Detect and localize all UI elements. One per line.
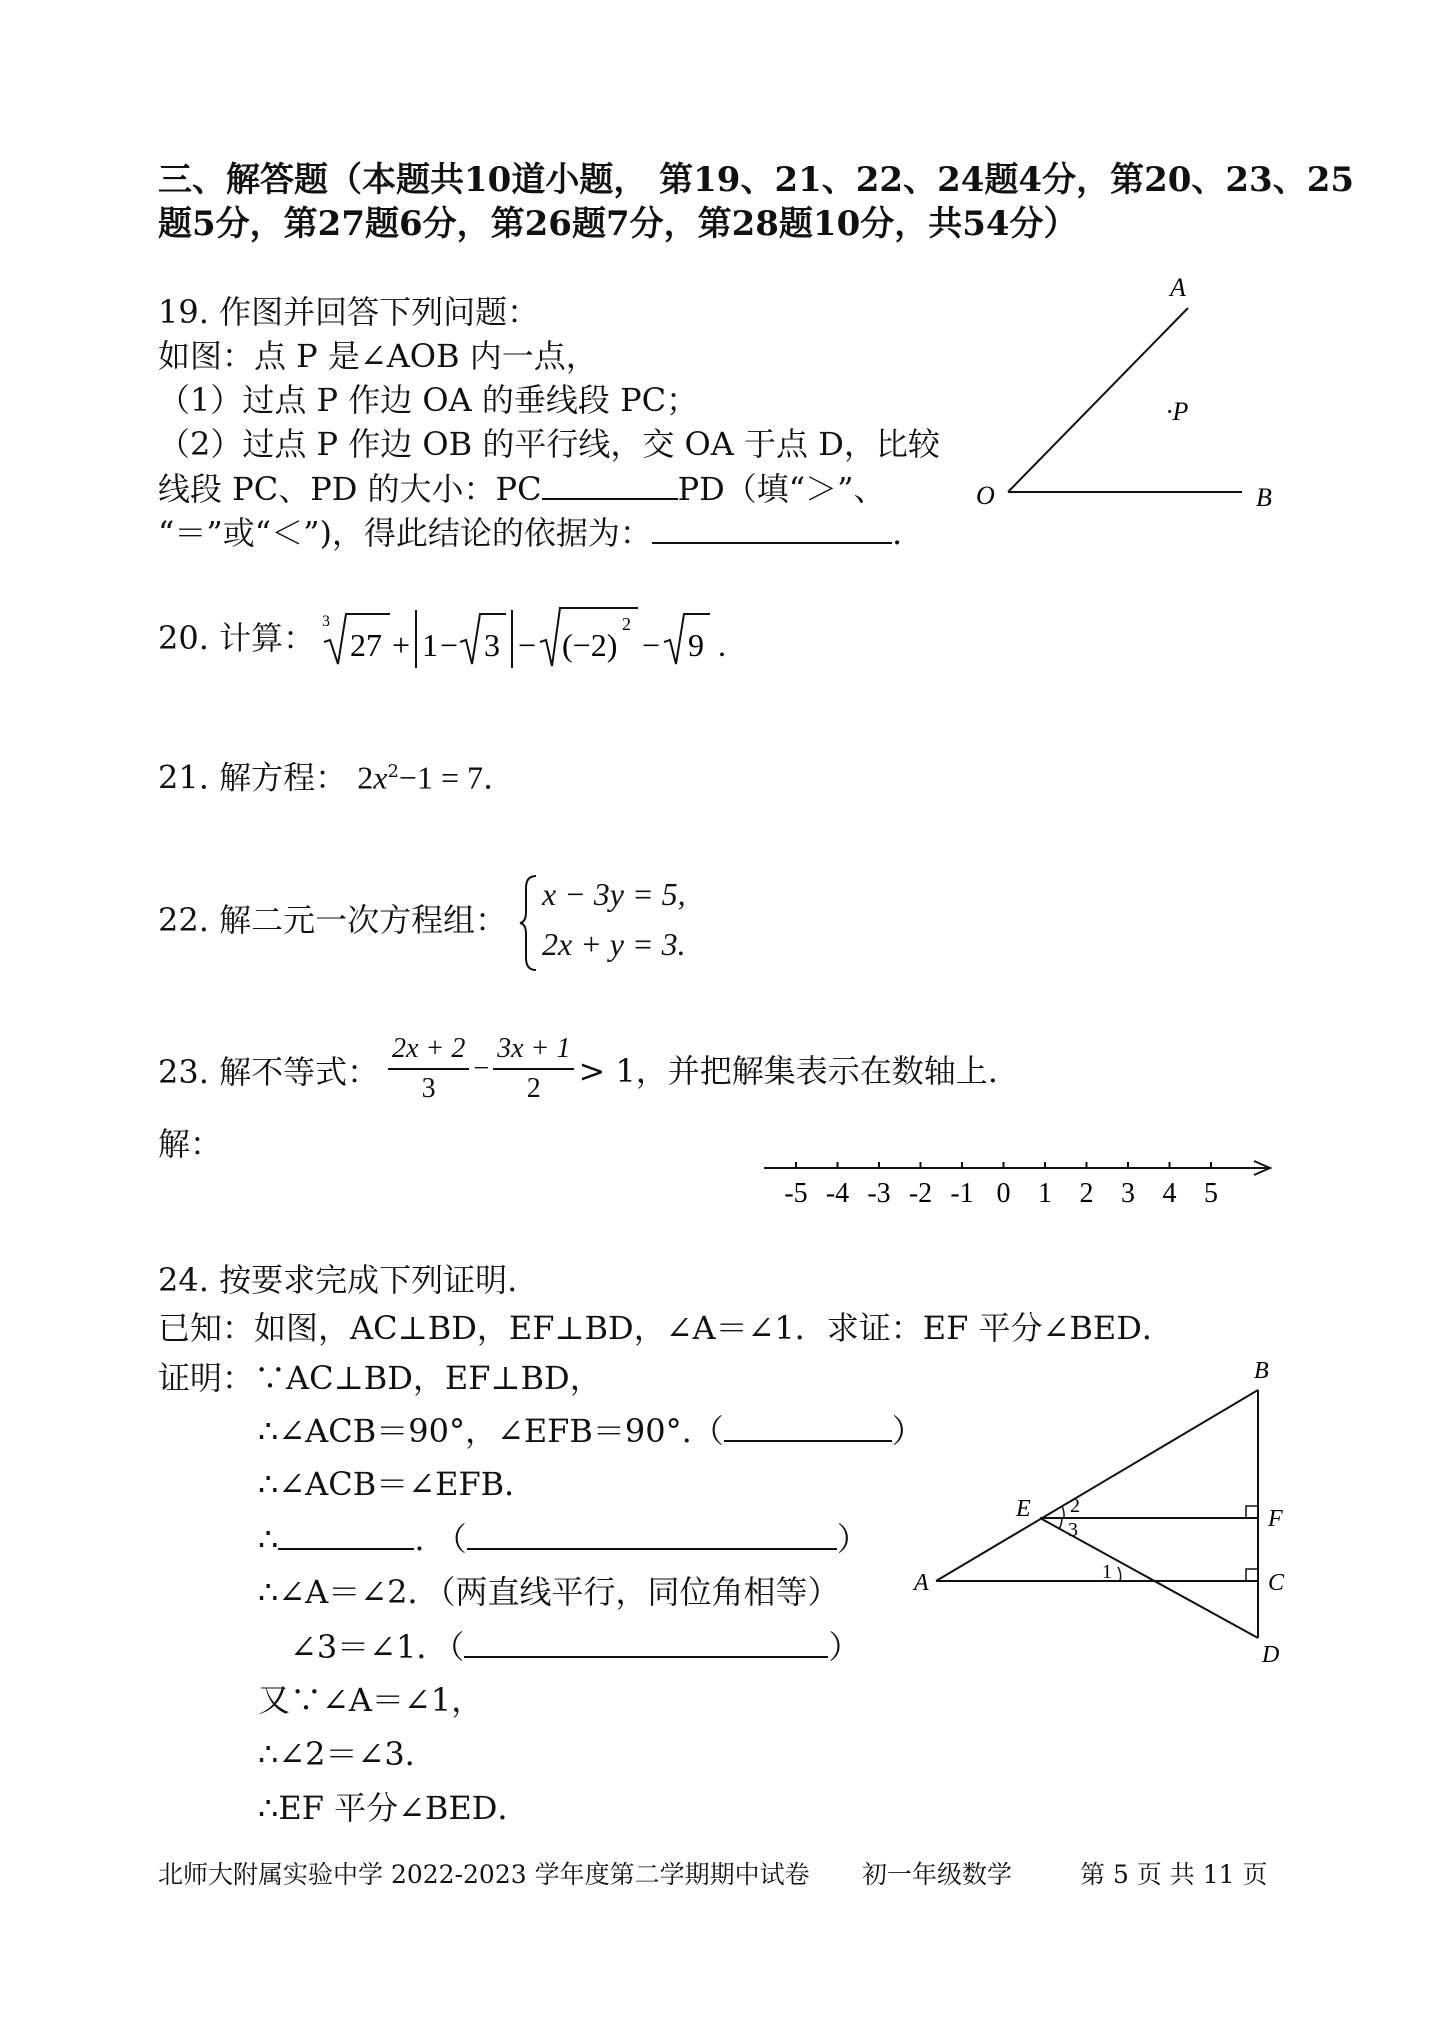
q20-cube-index: 3 [322,613,330,630]
number-line-label: -2 [908,1178,933,1209]
label-c: C [1268,1570,1285,1596]
label-angle-3: 3 [1068,1519,1078,1541]
q20-one: 1 [422,627,438,663]
q24-step3-open: . （ [414,1520,467,1558]
q21-var: x [373,759,388,796]
q20-sqrt3: 3 [484,627,500,663]
q24-proof-start: 证明：∵AC⊥BD，EF⊥BD， [158,1359,602,1397]
q24-step5-close: ） [828,1628,861,1666]
label-a: A [914,1570,929,1596]
q24-step3-blank-conclusion[interactable] [278,1518,414,1550]
q24-step2: ∴∠ACB＝∠EFB． [258,1465,537,1503]
q20-nine: 9 [688,627,704,663]
number-line-label: 0 [996,1178,1011,1209]
q19-part1: （1）过点 P 作边 OA 的垂线段 PC； [158,381,699,419]
q19-title: 19. 作图并回答下列问题： [158,293,540,331]
q23-num2: 3x + 1 [493,1030,574,1070]
q23-num1: 2x + 2 [388,1030,469,1070]
q24-triangle-figure [900,1340,1300,1670]
number-line [760,1158,1280,1228]
label-angle-2: 2 [1070,1495,1080,1517]
q20-title: 20. 计算： [158,619,316,657]
q23-rhs: > 1，并把解集表示在数轴上. [578,1052,998,1090]
label-a: A [1170,273,1186,302]
q20-minus2: − [518,627,537,663]
q21-end: . [483,758,494,797]
right-angle-f [1246,1506,1258,1518]
q20-expression [318,596,738,676]
q19-compare-text-a: 线段 PC、PD 的大小：PC [158,470,542,508]
q19-reason [158,512,902,553]
q23-frac2 [493,1030,574,1108]
number-line-label: -4 [825,1178,850,1209]
q20-27: 27 [350,627,382,663]
q24-title: 24. 按要求完成下列证明. [158,1261,518,1299]
q21-title: 21. 解方程： [158,758,348,797]
q24-step1-blank[interactable] [724,1410,892,1442]
q19-compare-text-b: PD（填“＞”、 [677,470,886,508]
label-e: E [1016,1496,1031,1522]
q23-title: 23. 解不等式： [158,1053,380,1091]
number-line-label: 3 [1121,1178,1135,1209]
q24-step3 [258,1518,869,1559]
q24-step3-close: ） [836,1520,869,1558]
segment-ab [936,1390,1258,1581]
q24-step5-text: ∠3＝∠1．（ [290,1628,465,1666]
label-d: D [1262,1642,1280,1668]
q21-coef: 2 [357,759,374,796]
label-b: B [1254,1358,1269,1384]
q22-eq1: x − 3y = 5, [542,876,686,912]
number-line-label: 4 [1162,1178,1177,1209]
q23-den1: 3 [421,1073,436,1104]
q24-step3-therefore: ∴ [258,1520,279,1558]
q19-reason-text: “＝”或“＜”)，得此结论的依据为： [158,514,652,552]
angle-arc-3 [1059,1518,1062,1529]
q24-step5-blank[interactable] [464,1626,828,1658]
angle-arc-1 [1118,1567,1121,1581]
q24-step3-blank-reason[interactable] [467,1518,837,1550]
q21-rest: −1 = 7 [398,759,483,796]
q19-reason-blank[interactable] [652,512,892,544]
q20-end: . [718,627,726,663]
q19-compare-blank[interactable] [542,468,678,500]
q24-step8: ∴EF 平分∠BED． [258,1789,530,1827]
angle-arc-2 [1062,1506,1064,1518]
q20-minus1: − [440,627,459,663]
q24-step4: ∴∠A＝∠2．（两直线平行，同位角相等） [258,1573,840,1611]
q19-compare [158,468,886,509]
q19-part2: （2）过点 P 作边 OB 的平行线，交 OA 于点 D，比较 [158,425,940,463]
footer-page: 第 5 页 共 11 页 [1080,1860,1268,1889]
label-angle-1: 1 [1102,1561,1112,1583]
q22-brace [518,872,542,974]
q19-given: 如图：点 P 是∠AOB 内一点， [158,337,598,375]
q23-solution-label: 解： [158,1125,223,1163]
q24-step1-text: ∴∠ACB＝90°，∠EFB＝90°.（ [258,1412,724,1450]
q21-line [158,752,493,798]
number-line-label: 2 [1079,1178,1094,1209]
label-o: O [976,481,995,510]
ray-oa [1008,308,1188,492]
q20-square: 2 [622,614,631,634]
q22-eq2: 2x + y = 3. [542,926,686,962]
q24-step1-close: ） [891,1412,924,1450]
number-line-label: -5 [784,1178,808,1209]
q23-frac1 [388,1030,469,1108]
q20-minus3: − [642,627,661,663]
q22-title: 22. 解二元一次方程组： [158,901,508,939]
footer-school: 北师大附属实验中学 2022-2023 学年度第二学期期中试卷 [158,1860,810,1889]
q20-neg2: (−2) [562,627,618,663]
label-p: ·P [1166,397,1189,426]
q23-inequality [384,1030,998,1108]
footer-subject: 初一年级数学 [862,1860,1013,1889]
q24-step5 [290,1626,860,1667]
q24-given: 已知：如图，AC⊥BD，EF⊥BD，∠A＝∠1．求证：EF 平分∠BED． [158,1309,1174,1347]
number-line-label: 1 [1038,1178,1052,1209]
q19-angle-figure [960,270,1290,520]
q24-step6: 又∵∠A＝∠1， [258,1681,484,1719]
right-angle-c [1246,1569,1258,1581]
q23-den2: 2 [526,1073,541,1104]
number-line-label: -3 [867,1178,891,1209]
section-header-line1: 三、解答题（本题共10道小题， 第19、21、22、24题4分，第20、23、25 [158,160,1355,200]
q24-step7: ∴∠2＝∠3． [258,1735,437,1773]
q24-step1 [258,1410,924,1451]
q23-op: − [473,1053,490,1084]
label-b: B [1256,483,1272,512]
number-line-label: 5 [1204,1178,1218,1209]
q20-plus: + [392,627,411,663]
q21-exp: 2 [387,761,399,782]
label-f: F [1268,1506,1283,1532]
q19-reason-end: . [891,514,903,552]
number-line-label: -1 [950,1178,974,1209]
section-header-line2: 题5分，第27题6分，第26题7分，第28题10分，共54分） [158,204,1078,244]
